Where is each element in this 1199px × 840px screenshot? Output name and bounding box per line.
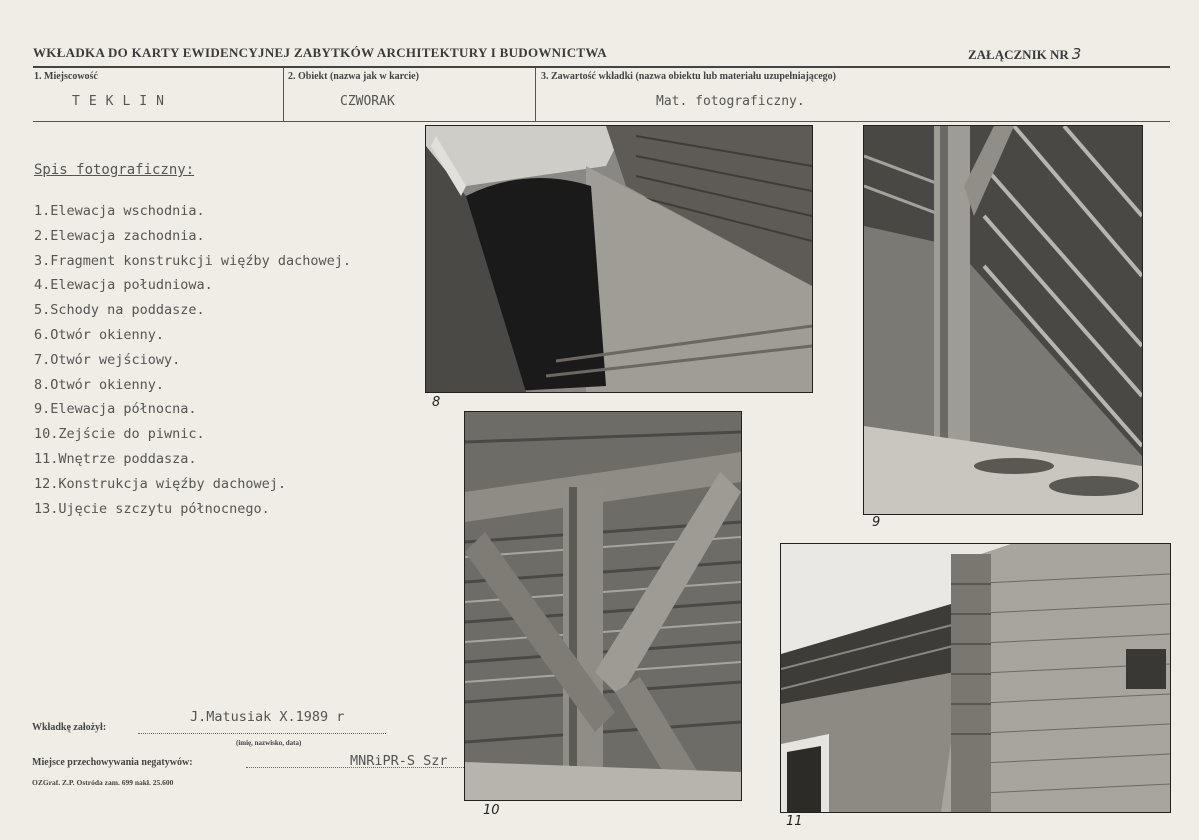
annex-label	[968, 45, 1081, 63]
print-note: OZGraf. Z.P. Ostróda zam. 699 nakł. 25.600	[32, 778, 174, 787]
list-item: 10.Zejście do piwnic.	[34, 426, 205, 443]
content-value: Mat. fotograficzny.	[656, 94, 805, 109]
photo-north-gable	[780, 543, 1171, 813]
annex-label-text: ZAŁĄCZNIK NR	[968, 47, 1069, 62]
document-title: WKŁADKA DO KARTY EWIDENCYJNEJ ZABYTKÓW ARCHITEKTURY I BUDOWNICTWA	[33, 45, 607, 60]
list-item: 8.Otwór okienny.	[34, 376, 165, 393]
photo-attic-interior	[863, 125, 1143, 515]
photo-number: 8	[432, 395, 441, 410]
prepared-hint: (imię, nazwisko, data)	[236, 739, 302, 747]
photo-list-title: Spis fotograficzny:	[34, 162, 195, 178]
list-item: 5.Schody na poddasze.	[34, 302, 205, 319]
list-item: 7.Otwór wejściowy.	[34, 351, 181, 368]
object-value: CZWORAK	[340, 94, 395, 109]
list-item: 1.Elewacja wschodnia.	[34, 203, 205, 219]
photo-roof-truss	[464, 411, 742, 801]
photo-number: 11	[786, 814, 803, 829]
prepared-dotline	[138, 733, 386, 734]
object-label: 2. Obiekt (nazwa jak w karcie)	[288, 71, 419, 82]
list-item: 4.Elewacja południowa.	[34, 277, 213, 294]
list-item: 12.Konstrukcja więźby dachowej.	[34, 475, 286, 492]
list-item: 3.Fragment konstrukcji więźby dachowej.	[34, 252, 351, 269]
field-divider	[283, 68, 284, 121]
prepared-value: J.Matusiak X.1989 r	[190, 709, 345, 725]
list-item: 11.Wnętrze poddasza.	[34, 450, 197, 467]
header-rule	[33, 66, 1170, 68]
location-label: 1. Miejscowość	[34, 71, 98, 82]
storage-label: Miejsce przechowywania negatywów:	[32, 757, 193, 768]
list-item: 6.Otwór okienny.	[34, 326, 165, 343]
field-rule	[33, 121, 1170, 122]
photo-cellar-stairs	[425, 125, 813, 393]
prepared-label: Wkładkę założył:	[32, 722, 107, 733]
list-item: 9.Elewacja północna.	[34, 401, 197, 418]
photo-number: 10	[483, 803, 500, 818]
field-divider	[535, 68, 536, 121]
photo-number: 9	[872, 515, 881, 530]
photo-list	[34, 203, 351, 525]
list-item: 2.Elewacja zachodnia.	[34, 227, 205, 244]
content-label: 3. Zawartość wkładki (nazwa obiektu lub materiału uzupełniającego)	[541, 71, 837, 82]
storage-value: MNRiPR-S Szr	[350, 753, 448, 769]
annex-number: 3	[1071, 45, 1082, 63]
location-value: TEKLIN	[72, 94, 173, 109]
list-item: 13.Ujęcie szczytu północnego.	[34, 500, 270, 517]
